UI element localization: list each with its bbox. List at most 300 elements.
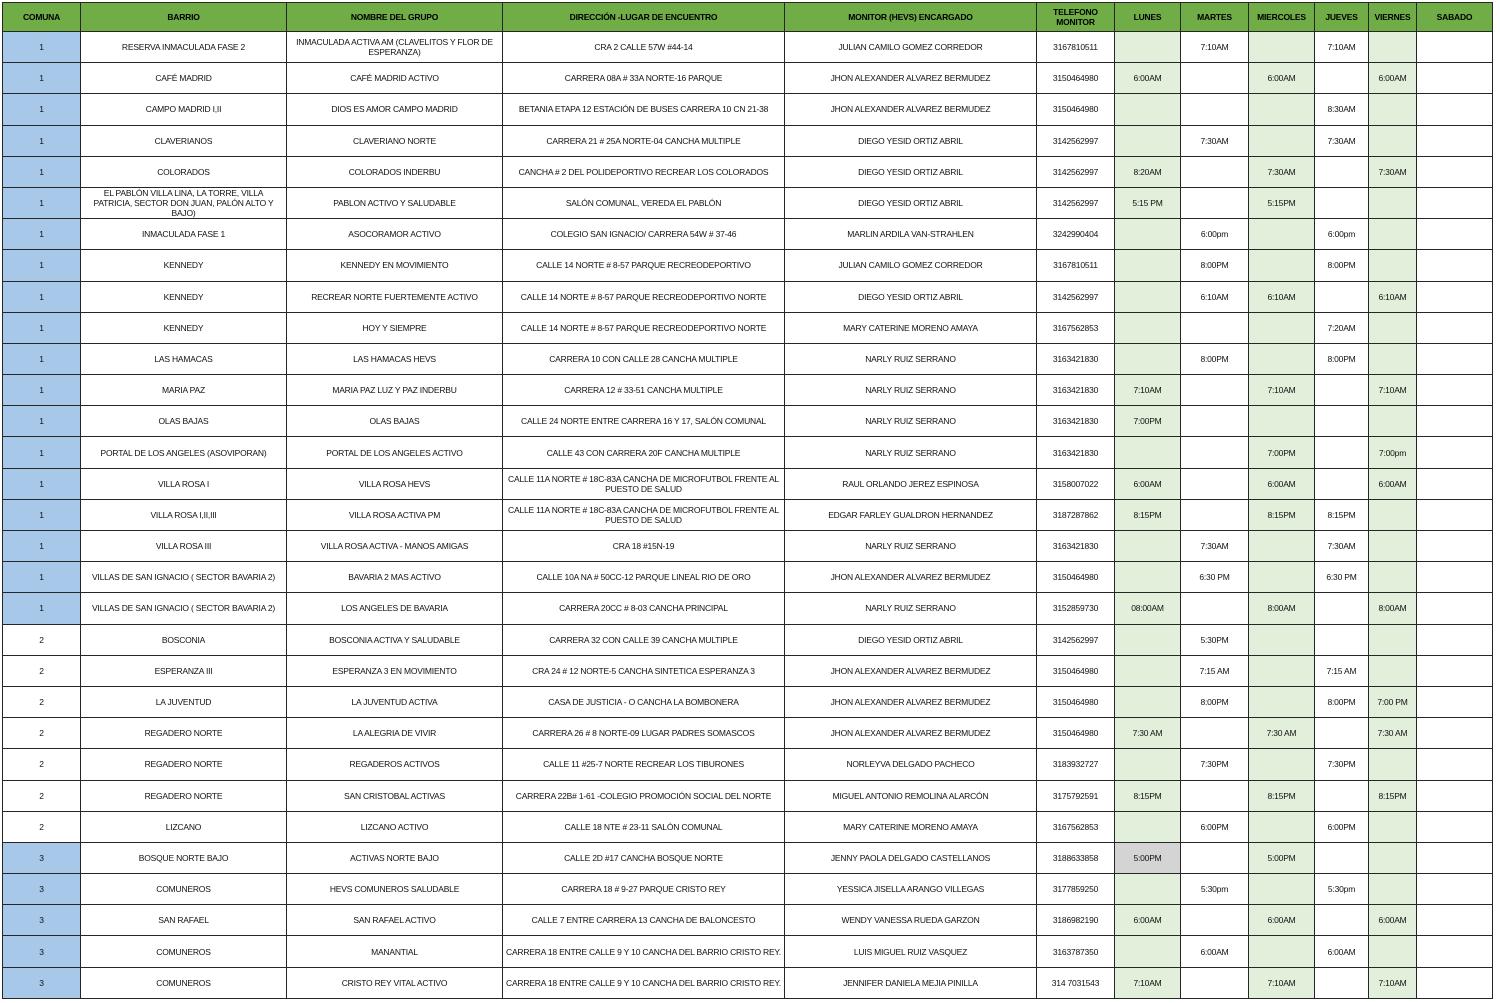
cell-monitor[interactable]: JENNY PAOLA DELGADO CASTELLANOS xyxy=(785,842,1037,873)
cell-grupo[interactable]: HEVS COMUNEROS SALUDABLE xyxy=(287,874,503,905)
cell-direccion[interactable]: CARRERA 26 # 8 NORTE-09 LUGAR PADRES SOMASCOS xyxy=(503,718,785,749)
cell-sabado[interactable] xyxy=(1417,343,1493,374)
cell-martes[interactable]: 7:15 AM xyxy=(1181,655,1249,686)
cell-lunes[interactable] xyxy=(1115,749,1181,780)
cell-barrio[interactable]: LIZCANO xyxy=(81,811,287,842)
cell-lunes[interactable] xyxy=(1115,312,1181,343)
cell-telefono[interactable]: 3142562997 xyxy=(1037,125,1115,156)
cell-lunes[interactable] xyxy=(1115,125,1181,156)
cell-lunes[interactable]: 7:00PM xyxy=(1115,406,1181,437)
cell-lunes[interactable] xyxy=(1115,686,1181,717)
cell-viernes[interactable] xyxy=(1369,874,1417,905)
cell-direccion[interactable]: CALLE 14 NORTE # 8-57 PARQUE RECREODEPORTIVO NORTE xyxy=(503,312,785,343)
cell-direccion[interactable]: CALLE 2D #17 CANCHA BOSQUE NORTE xyxy=(503,842,785,873)
cell-telefono[interactable]: 3142562997 xyxy=(1037,156,1115,187)
cell-grupo[interactable]: COLORADOS INDERBU xyxy=(287,156,503,187)
cell-martes[interactable] xyxy=(1181,63,1249,94)
cell-barrio[interactable]: LA JUVENTUD xyxy=(81,686,287,717)
cell-lunes[interactable] xyxy=(1115,437,1181,468)
cell-telefono[interactable]: 3242990404 xyxy=(1037,219,1115,250)
cell-comuna[interactable]: 2 xyxy=(3,655,81,686)
cell-jueves[interactable]: 7:20AM xyxy=(1315,312,1369,343)
cell-monitor[interactable]: JHON ALEXANDER ALVAREZ BERMUDEZ xyxy=(785,562,1037,593)
header-sabado[interactable]: SABADO xyxy=(1417,3,1493,32)
cell-telefono[interactable]: 3177859250 xyxy=(1037,874,1115,905)
cell-grupo[interactable]: RECREAR NORTE FUERTEMENTE ACTIVO xyxy=(287,281,503,312)
header-barrio[interactable]: BARRIO xyxy=(81,3,287,32)
cell-miercoles[interactable]: 7:30AM xyxy=(1249,156,1315,187)
cell-telefono[interactable]: 3163421830 xyxy=(1037,343,1115,374)
cell-sabado[interactable] xyxy=(1417,32,1493,63)
cell-barrio[interactable]: VILLA ROSA III xyxy=(81,531,287,562)
cell-telefono[interactable]: 3150464980 xyxy=(1037,94,1115,125)
cell-grupo[interactable]: VILLA ROSA ACTIVA PM xyxy=(287,499,503,530)
cell-comuna[interactable]: 2 xyxy=(3,780,81,811)
cell-lunes[interactable]: 5:00PM xyxy=(1115,842,1181,873)
cell-jueves[interactable]: 7:30AM xyxy=(1315,125,1369,156)
cell-viernes[interactable]: 7:00pm xyxy=(1369,437,1417,468)
cell-lunes[interactable]: 6:00AM xyxy=(1115,63,1181,94)
cell-jueves[interactable]: 6:00pm xyxy=(1315,219,1369,250)
cell-jueves[interactable]: 6:00PM xyxy=(1315,811,1369,842)
cell-telefono[interactable]: 3163421830 xyxy=(1037,437,1115,468)
cell-monitor[interactable]: NARLY RUIZ SERRANO xyxy=(785,593,1037,624)
cell-martes[interactable]: 8:00PM xyxy=(1181,686,1249,717)
cell-lunes[interactable]: 7:10AM xyxy=(1115,375,1181,406)
cell-miercoles[interactable] xyxy=(1249,531,1315,562)
cell-telefono[interactable]: 3167810511 xyxy=(1037,250,1115,281)
cell-jueves[interactable] xyxy=(1315,967,1369,998)
cell-viernes[interactable] xyxy=(1369,343,1417,374)
cell-martes[interactable] xyxy=(1181,375,1249,406)
cell-monitor[interactable]: JHON ALEXANDER ALVAREZ BERMUDEZ xyxy=(785,718,1037,749)
cell-grupo[interactable]: SAN RAFAEL ACTIVO xyxy=(287,905,503,936)
cell-viernes[interactable] xyxy=(1369,936,1417,967)
cell-direccion[interactable]: CARRERA 32 CON CALLE 39 CANCHA MULTIPLE xyxy=(503,624,785,655)
cell-monitor[interactable]: JHON ALEXANDER ALVAREZ BERMUDEZ xyxy=(785,686,1037,717)
cell-martes[interactable] xyxy=(1181,437,1249,468)
cell-direccion[interactable]: CALLE 43 CON CARRERA 20F CANCHA MULTIPLE xyxy=(503,437,785,468)
cell-martes[interactable]: 7:10AM xyxy=(1181,32,1249,63)
cell-barrio[interactable]: LAS HAMACAS xyxy=(81,343,287,374)
cell-martes[interactable] xyxy=(1181,718,1249,749)
cell-direccion[interactable]: CARRERA 18 ENTRE CALLE 9 Y 10 CANCHA DEL BARRIO CRISTO REY. xyxy=(503,967,785,998)
cell-miercoles[interactable]: 8:00AM xyxy=(1249,593,1315,624)
cell-miercoles[interactable] xyxy=(1249,219,1315,250)
cell-barrio[interactable]: EL PABLÓN VILLA LINA, LA TORRE, VILLA PATRICIA, SECTOR DON JUAN, PALÓN ALTO Y BAJO) xyxy=(81,187,287,218)
cell-monitor[interactable]: MARLIN ARDILA VAN-STRAHLEN xyxy=(785,219,1037,250)
cell-lunes[interactable] xyxy=(1115,562,1181,593)
cell-comuna[interactable]: 1 xyxy=(3,437,81,468)
cell-lunes[interactable]: 6:00AM xyxy=(1115,905,1181,936)
cell-sabado[interactable] xyxy=(1417,187,1493,218)
cell-grupo[interactable]: BAVARIA 2 MAS ACTIVO xyxy=(287,562,503,593)
cell-lunes[interactable] xyxy=(1115,936,1181,967)
cell-grupo[interactable]: ESPERANZA 3 EN MOVIMIENTO xyxy=(287,655,503,686)
cell-jueves[interactable] xyxy=(1315,187,1369,218)
cell-direccion[interactable]: CALLE 7 ENTRE CARRERA 13 CANCHA DE BALONCESTO xyxy=(503,905,785,936)
cell-miercoles[interactable]: 6:00AM xyxy=(1249,63,1315,94)
cell-direccion[interactable]: CARRERA 22B# 1-61 -COLEGIO PROMOCIÓN SOCIAL DEL NORTE xyxy=(503,780,785,811)
cell-direccion[interactable]: COLEGIO SAN IGNACIO/ CARRERA 54W # 37-46 xyxy=(503,219,785,250)
cell-viernes[interactable]: 7:30AM xyxy=(1369,156,1417,187)
cell-grupo[interactable]: VILLA ROSA ACTIVA - MANOS AMIGAS xyxy=(287,531,503,562)
cell-direccion[interactable]: CALLE 10A NA # 50CC-12 PARQUE LINEAL RIO DE ORO xyxy=(503,562,785,593)
cell-monitor[interactable]: JHON ALEXANDER ALVAREZ BERMUDEZ xyxy=(785,63,1037,94)
header-telefono[interactable]: TELEFONO MONITOR xyxy=(1037,3,1115,32)
cell-direccion[interactable]: CARRERA 21 # 25A NORTE-04 CANCHA MULTIPLE xyxy=(503,125,785,156)
cell-sabado[interactable] xyxy=(1417,811,1493,842)
cell-monitor[interactable]: DIEGO YESID ORTIZ ABRIL xyxy=(785,624,1037,655)
cell-grupo[interactable]: INMACULADA ACTIVA AM (CLAVELITOS Y FLOR DE ESPERANZA) xyxy=(287,32,503,63)
cell-sabado[interactable] xyxy=(1417,624,1493,655)
cell-miercoles[interactable] xyxy=(1249,624,1315,655)
cell-direccion[interactable]: CARRERA 10 CON CALLE 28 CANCHA MULTIPLE xyxy=(503,343,785,374)
cell-comuna[interactable]: 2 xyxy=(3,718,81,749)
cell-monitor[interactable]: WENDY VANESSA RUEDA GARZON xyxy=(785,905,1037,936)
cell-grupo[interactable]: OLAS BAJAS xyxy=(287,406,503,437)
cell-jueves[interactable] xyxy=(1315,842,1369,873)
cell-jueves[interactable]: 8:00PM xyxy=(1315,250,1369,281)
cell-barrio[interactable]: RESERVA INMACULADA FASE 2 xyxy=(81,32,287,63)
cell-telefono[interactable]: 3158007022 xyxy=(1037,468,1115,499)
cell-grupo[interactable]: SAN CRISTOBAL ACTIVAS xyxy=(287,780,503,811)
cell-sabado[interactable] xyxy=(1417,63,1493,94)
cell-comuna[interactable]: 1 xyxy=(3,343,81,374)
cell-viernes[interactable]: 6:10AM xyxy=(1369,281,1417,312)
cell-sabado[interactable] xyxy=(1417,94,1493,125)
header-miercoles[interactable]: MIERCOLES xyxy=(1249,3,1315,32)
cell-telefono[interactable]: 3167562853 xyxy=(1037,312,1115,343)
cell-grupo[interactable]: CAFÉ MADRID ACTIVO xyxy=(287,63,503,94)
cell-barrio[interactable]: MARIA PAZ xyxy=(81,375,287,406)
header-jueves[interactable]: JUEVES xyxy=(1315,3,1369,32)
cell-miercoles[interactable]: 6:10AM xyxy=(1249,281,1315,312)
cell-telefono[interactable]: 3163421830 xyxy=(1037,531,1115,562)
cell-martes[interactable]: 8:00PM xyxy=(1181,343,1249,374)
cell-martes[interactable] xyxy=(1181,94,1249,125)
cell-barrio[interactable]: VILLAS DE SAN IGNACIO ( SECTOR BAVARIA 2) xyxy=(81,593,287,624)
cell-jueves[interactable] xyxy=(1315,281,1369,312)
cell-viernes[interactable] xyxy=(1369,219,1417,250)
cell-barrio[interactable]: BOSQUE NORTE BAJO xyxy=(81,842,287,873)
cell-monitor[interactable]: DIEGO YESID ORTIZ ABRIL xyxy=(785,156,1037,187)
cell-lunes[interactable]: 7:30 AM xyxy=(1115,718,1181,749)
cell-miercoles[interactable] xyxy=(1249,562,1315,593)
cell-jueves[interactable] xyxy=(1315,437,1369,468)
cell-viernes[interactable]: 7:30 AM xyxy=(1369,718,1417,749)
cell-miercoles[interactable]: 5:00PM xyxy=(1249,842,1315,873)
cell-miercoles[interactable]: 8:15PM xyxy=(1249,780,1315,811)
cell-grupo[interactable]: REGADEROS ACTIVOS xyxy=(287,749,503,780)
cell-lunes[interactable]: 7:10AM xyxy=(1115,967,1181,998)
cell-viernes[interactable] xyxy=(1369,842,1417,873)
cell-grupo[interactable]: LOS ANGELES DE BAVARIA xyxy=(287,593,503,624)
cell-grupo[interactable]: VILLA ROSA HEVS xyxy=(287,468,503,499)
cell-martes[interactable] xyxy=(1181,312,1249,343)
cell-sabado[interactable] xyxy=(1417,967,1493,998)
cell-jueves[interactable] xyxy=(1315,593,1369,624)
cell-viernes[interactable] xyxy=(1369,655,1417,686)
cell-lunes[interactable] xyxy=(1115,281,1181,312)
cell-direccion[interactable]: SALÓN COMUNAL, VEREDA EL PABLÓN xyxy=(503,187,785,218)
cell-sabado[interactable] xyxy=(1417,281,1493,312)
cell-direccion[interactable]: CASA DE JUSTICIA - O CANCHA LA BOMBONERA xyxy=(503,686,785,717)
cell-comuna[interactable]: 1 xyxy=(3,187,81,218)
cell-viernes[interactable] xyxy=(1369,312,1417,343)
cell-direccion[interactable]: CRA 2 CALLE 57W #44-14 xyxy=(503,32,785,63)
cell-miercoles[interactable] xyxy=(1249,32,1315,63)
cell-miercoles[interactable]: 6:00AM xyxy=(1249,905,1315,936)
cell-viernes[interactable] xyxy=(1369,125,1417,156)
cell-miercoles[interactable] xyxy=(1249,936,1315,967)
cell-monitor[interactable]: NARLY RUIZ SERRANO xyxy=(785,531,1037,562)
cell-sabado[interactable] xyxy=(1417,842,1493,873)
cell-sabado[interactable] xyxy=(1417,686,1493,717)
cell-sabado[interactable] xyxy=(1417,125,1493,156)
cell-jueves[interactable] xyxy=(1315,905,1369,936)
cell-grupo[interactable]: PORTAL DE LOS ANGELES ACTIVO xyxy=(287,437,503,468)
cell-grupo[interactable]: ACTIVAS NORTE BAJO xyxy=(287,842,503,873)
cell-lunes[interactable] xyxy=(1115,655,1181,686)
cell-direccion[interactable]: CALLE 14 NORTE # 8-57 PARQUE RECREODEPORTIVO NORTE xyxy=(503,281,785,312)
cell-comuna[interactable]: 1 xyxy=(3,499,81,530)
cell-barrio[interactable]: COLORADOS xyxy=(81,156,287,187)
cell-lunes[interactable] xyxy=(1115,94,1181,125)
cell-monitor[interactable]: NARLY RUIZ SERRANO xyxy=(785,406,1037,437)
cell-comuna[interactable]: 2 xyxy=(3,811,81,842)
cell-viernes[interactable] xyxy=(1369,624,1417,655)
cell-sabado[interactable] xyxy=(1417,874,1493,905)
cell-lunes[interactable] xyxy=(1115,874,1181,905)
cell-martes[interactable] xyxy=(1181,842,1249,873)
cell-lunes[interactable]: 8:15PM xyxy=(1115,499,1181,530)
cell-lunes[interactable] xyxy=(1115,219,1181,250)
cell-miercoles[interactable] xyxy=(1249,312,1315,343)
cell-miercoles[interactable]: 7:00PM xyxy=(1249,437,1315,468)
cell-sabado[interactable] xyxy=(1417,219,1493,250)
cell-comuna[interactable]: 2 xyxy=(3,686,81,717)
cell-martes[interactable] xyxy=(1181,406,1249,437)
cell-sabado[interactable] xyxy=(1417,375,1493,406)
cell-jueves[interactable]: 5:30pm xyxy=(1315,874,1369,905)
cell-comuna[interactable]: 2 xyxy=(3,624,81,655)
cell-telefono[interactable]: 3150464980 xyxy=(1037,655,1115,686)
cell-lunes[interactable]: 08:00AM xyxy=(1115,593,1181,624)
cell-barrio[interactable]: INMACULADA FASE 1 xyxy=(81,219,287,250)
cell-jueves[interactable]: 7:10AM xyxy=(1315,32,1369,63)
cell-grupo[interactable]: CLAVERIANO NORTE xyxy=(287,125,503,156)
cell-direccion[interactable]: CARRERA 08A # 33A NORTE-16 PARQUE xyxy=(503,63,785,94)
cell-lunes[interactable] xyxy=(1115,531,1181,562)
cell-telefono[interactable]: 3142562997 xyxy=(1037,281,1115,312)
cell-monitor[interactable]: DIEGO YESID ORTIZ ABRIL xyxy=(785,187,1037,218)
cell-sabado[interactable] xyxy=(1417,780,1493,811)
cell-miercoles[interactable] xyxy=(1249,343,1315,374)
cell-monitor[interactable]: MARY CATERINE MORENO AMAYA xyxy=(785,312,1037,343)
cell-direccion[interactable]: CALLE 11 #25-7 NORTE RECREAR LOS TIBURONES xyxy=(503,749,785,780)
cell-telefono[interactable]: 3188633858 xyxy=(1037,842,1115,873)
cell-sabado[interactable] xyxy=(1417,655,1493,686)
cell-direccion[interactable]: CRA 24 # 12 NORTE-5 CANCHA SINTETICA ESPERANZA 3 xyxy=(503,655,785,686)
cell-barrio[interactable]: PORTAL DE LOS ANGELES (ASOVIPORAN) xyxy=(81,437,287,468)
cell-miercoles[interactable]: 7:10AM xyxy=(1249,375,1315,406)
cell-lunes[interactable] xyxy=(1115,811,1181,842)
cell-miercoles[interactable] xyxy=(1249,250,1315,281)
cell-monitor[interactable]: NARLY RUIZ SERRANO xyxy=(785,437,1037,468)
cell-barrio[interactable]: SAN RAFAEL xyxy=(81,905,287,936)
cell-comuna[interactable]: 1 xyxy=(3,468,81,499)
cell-jueves[interactable]: 6:30 PM xyxy=(1315,562,1369,593)
cell-jueves[interactable] xyxy=(1315,468,1369,499)
cell-comuna[interactable]: 1 xyxy=(3,562,81,593)
cell-viernes[interactable]: 7:00 PM xyxy=(1369,686,1417,717)
cell-monitor[interactable]: MARY CATERINE MORENO AMAYA xyxy=(785,811,1037,842)
cell-barrio[interactable]: KENNEDY xyxy=(81,312,287,343)
cell-telefono[interactable]: 314 7031543 xyxy=(1037,967,1115,998)
cell-viernes[interactable]: 6:00AM xyxy=(1369,468,1417,499)
cell-lunes[interactable] xyxy=(1115,624,1181,655)
cell-viernes[interactable]: 6:00AM xyxy=(1369,905,1417,936)
cell-martes[interactable] xyxy=(1181,499,1249,530)
cell-monitor[interactable]: JHON ALEXANDER ALVAREZ BERMUDEZ xyxy=(785,94,1037,125)
cell-barrio[interactable]: REGADERO NORTE xyxy=(81,749,287,780)
cell-telefono[interactable]: 3142562997 xyxy=(1037,187,1115,218)
cell-martes[interactable] xyxy=(1181,967,1249,998)
cell-miercoles[interactable] xyxy=(1249,686,1315,717)
cell-comuna[interactable]: 1 xyxy=(3,593,81,624)
cell-monitor[interactable]: NARLY RUIZ SERRANO xyxy=(785,375,1037,406)
cell-lunes[interactable] xyxy=(1115,343,1181,374)
cell-barrio[interactable]: KENNEDY xyxy=(81,281,287,312)
cell-miercoles[interactable]: 7:30 AM xyxy=(1249,718,1315,749)
cell-jueves[interactable]: 8:00PM xyxy=(1315,343,1369,374)
cell-grupo[interactable]: LAS HAMACAS HEVS xyxy=(287,343,503,374)
cell-jueves[interactable]: 7:30AM xyxy=(1315,531,1369,562)
cell-martes[interactable] xyxy=(1181,187,1249,218)
cell-viernes[interactable] xyxy=(1369,562,1417,593)
cell-comuna[interactable]: 1 xyxy=(3,250,81,281)
cell-comuna[interactable]: 1 xyxy=(3,63,81,94)
cell-jueves[interactable] xyxy=(1315,780,1369,811)
cell-miercoles[interactable]: 7:10AM xyxy=(1249,967,1315,998)
cell-telefono[interactable]: 3186982190 xyxy=(1037,905,1115,936)
cell-telefono[interactable]: 3175792591 xyxy=(1037,780,1115,811)
cell-comuna[interactable]: 1 xyxy=(3,125,81,156)
cell-sabado[interactable] xyxy=(1417,593,1493,624)
cell-sabado[interactable] xyxy=(1417,406,1493,437)
cell-viernes[interactable] xyxy=(1369,811,1417,842)
cell-viernes[interactable]: 7:10AM xyxy=(1369,967,1417,998)
cell-miercoles[interactable] xyxy=(1249,655,1315,686)
cell-comuna[interactable]: 3 xyxy=(3,842,81,873)
cell-jueves[interactable] xyxy=(1315,718,1369,749)
cell-sabado[interactable] xyxy=(1417,718,1493,749)
cell-comuna[interactable]: 2 xyxy=(3,749,81,780)
cell-lunes[interactable]: 6:00AM xyxy=(1115,468,1181,499)
cell-telefono[interactable]: 3150464980 xyxy=(1037,562,1115,593)
cell-jueves[interactable]: 7:30PM xyxy=(1315,749,1369,780)
cell-direccion[interactable]: CRA 18 #15N-19 xyxy=(503,531,785,562)
cell-grupo[interactable]: MARIA PAZ LUZ Y PAZ INDERBU xyxy=(287,375,503,406)
cell-telefono[interactable]: 3150464980 xyxy=(1037,718,1115,749)
cell-direccion[interactable]: CALLE 14 NORTE # 8-57 PARQUE RECREODEPORTIVO xyxy=(503,250,785,281)
cell-monitor[interactable]: DIEGO YESID ORTIZ ABRIL xyxy=(785,125,1037,156)
cell-miercoles[interactable] xyxy=(1249,406,1315,437)
header-martes[interactable]: MARTES xyxy=(1181,3,1249,32)
cell-jueves[interactable]: 8:15PM xyxy=(1315,499,1369,530)
cell-sabado[interactable] xyxy=(1417,468,1493,499)
cell-barrio[interactable]: REGADERO NORTE xyxy=(81,718,287,749)
cell-viernes[interactable]: 8:15PM xyxy=(1369,780,1417,811)
cell-viernes[interactable] xyxy=(1369,32,1417,63)
cell-grupo[interactable]: LA JUVENTUD ACTIVA xyxy=(287,686,503,717)
header-direccion[interactable]: DIRECCIÓN -LUGAR DE ENCUENTRO xyxy=(503,3,785,32)
cell-telefono[interactable]: 3187287862 xyxy=(1037,499,1115,530)
cell-jueves[interactable]: 8:30AM xyxy=(1315,94,1369,125)
cell-grupo[interactable]: PABLON ACTIVO Y SALUDABLE xyxy=(287,187,503,218)
cell-grupo[interactable]: KENNEDY EN MOVIMIENTO xyxy=(287,250,503,281)
cell-monitor[interactable]: YESSICA JISELLA ARANGO VILLEGAS xyxy=(785,874,1037,905)
cell-direccion[interactable]: CARRERA 20CC # 8-03 CANCHA PRINCIPAL xyxy=(503,593,785,624)
cell-jueves[interactable] xyxy=(1315,624,1369,655)
cell-jueves[interactable]: 6:00AM xyxy=(1315,936,1369,967)
cell-grupo[interactable]: ASOCORAMOR ACTIVO xyxy=(287,219,503,250)
cell-lunes[interactable]: 8:20AM xyxy=(1115,156,1181,187)
cell-viernes[interactable]: 6:00AM xyxy=(1369,63,1417,94)
cell-miercoles[interactable]: 8:15PM xyxy=(1249,499,1315,530)
cell-sabado[interactable] xyxy=(1417,499,1493,530)
cell-monitor[interactable]: RAUL ORLANDO JEREZ ESPINOSA xyxy=(785,468,1037,499)
cell-lunes[interactable] xyxy=(1115,250,1181,281)
cell-viernes[interactable] xyxy=(1369,406,1417,437)
cell-miercoles[interactable] xyxy=(1249,811,1315,842)
cell-sabado[interactable] xyxy=(1417,749,1493,780)
cell-miercoles[interactable]: 5:15PM xyxy=(1249,187,1315,218)
cell-viernes[interactable] xyxy=(1369,250,1417,281)
cell-barrio[interactable]: REGADERO NORTE xyxy=(81,780,287,811)
cell-miercoles[interactable] xyxy=(1249,874,1315,905)
cell-comuna[interactable]: 1 xyxy=(3,32,81,63)
cell-viernes[interactable] xyxy=(1369,499,1417,530)
cell-comuna[interactable]: 3 xyxy=(3,874,81,905)
cell-barrio[interactable]: KENNEDY xyxy=(81,250,287,281)
cell-monitor[interactable]: EDGAR FARLEY GUALDRON HERNANDEZ xyxy=(785,499,1037,530)
cell-sabado[interactable] xyxy=(1417,936,1493,967)
cell-monitor[interactable]: JULIAN CAMILO GOMEZ CORREDOR xyxy=(785,32,1037,63)
cell-barrio[interactable]: COMUNEROS xyxy=(81,874,287,905)
cell-sabado[interactable] xyxy=(1417,562,1493,593)
cell-comuna[interactable]: 3 xyxy=(3,967,81,998)
header-monitor[interactable]: MONITOR (HEVS) ENCARGADO xyxy=(785,3,1037,32)
cell-sabado[interactable] xyxy=(1417,437,1493,468)
header-comuna[interactable]: COMUNA xyxy=(3,3,81,32)
cell-martes[interactable] xyxy=(1181,156,1249,187)
cell-barrio[interactable]: VILLAS DE SAN IGNACIO ( SECTOR BAVARIA 2) xyxy=(81,562,287,593)
cell-barrio[interactable]: ESPERANZA III xyxy=(81,655,287,686)
cell-miercoles[interactable]: 6:00AM xyxy=(1249,468,1315,499)
cell-telefono[interactable]: 3152859730 xyxy=(1037,593,1115,624)
cell-sabado[interactable] xyxy=(1417,156,1493,187)
cell-miercoles[interactable] xyxy=(1249,94,1315,125)
cell-lunes[interactable] xyxy=(1115,32,1181,63)
header-viernes[interactable]: VIERNES xyxy=(1369,3,1417,32)
cell-sabado[interactable] xyxy=(1417,250,1493,281)
cell-martes[interactable] xyxy=(1181,468,1249,499)
cell-monitor[interactable]: MIGUEL ANTONIO REMOLINA ALARCÓN xyxy=(785,780,1037,811)
cell-comuna[interactable]: 1 xyxy=(3,94,81,125)
cell-viernes[interactable] xyxy=(1369,187,1417,218)
